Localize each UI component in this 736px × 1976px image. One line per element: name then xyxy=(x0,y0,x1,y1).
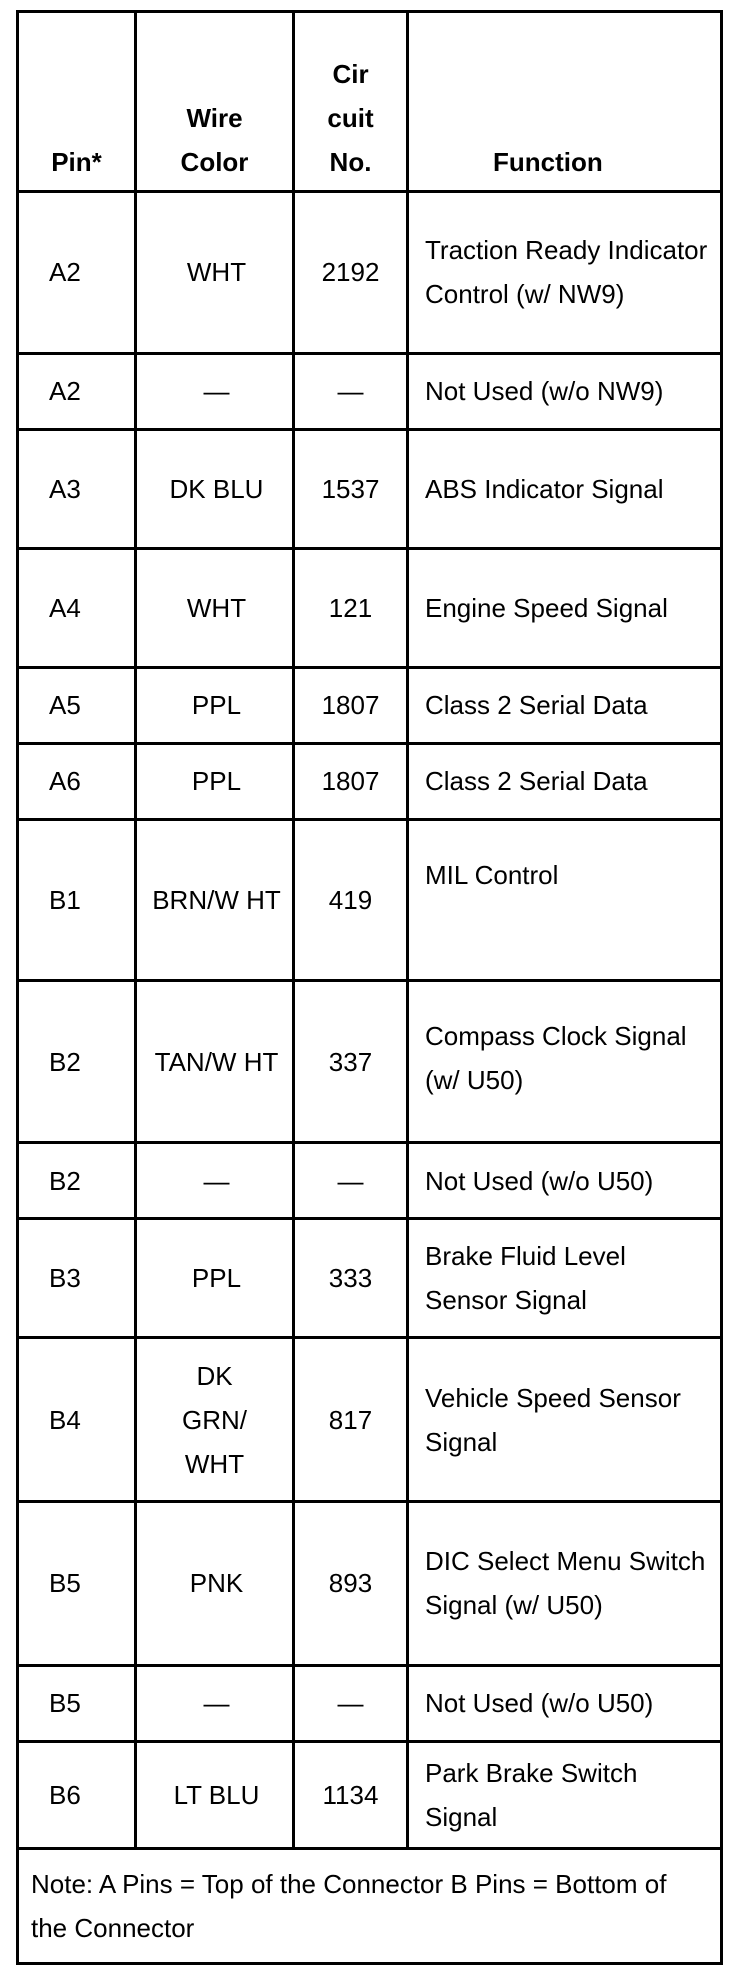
table-row xyxy=(18,1218,722,1337)
wire-color-cell: TAN/W HT xyxy=(136,981,294,1143)
circuit-cell: 893 xyxy=(294,1501,408,1665)
note-cell: Note: A Pins = Top of the Connector B Pins = Bottom of the Connector xyxy=(18,1848,722,1963)
table-row xyxy=(18,981,722,1143)
circuit-cell: 1807 xyxy=(294,668,408,744)
wire-color-cell: WHT xyxy=(136,192,294,354)
header-wire-color: Wire Color xyxy=(136,12,294,192)
connector-pinout-table xyxy=(16,10,723,1965)
table-row xyxy=(18,743,722,819)
pin-cell: B3 xyxy=(18,1218,136,1337)
function-cell: Not Used (w/o U50) xyxy=(408,1665,722,1741)
wire-color-cell: DK GRN/ WHT xyxy=(136,1338,294,1502)
wire-color-cell: WHT xyxy=(136,548,294,667)
circuit-cell: — xyxy=(294,353,408,429)
pin-cell: B1 xyxy=(18,819,136,981)
function-cell: MIL Control xyxy=(408,819,722,981)
wire-color-cell: PNK xyxy=(136,1501,294,1665)
function-cell: Traction Ready Indicator Control (w/ NW9) xyxy=(408,192,722,354)
note-row xyxy=(18,1848,722,1963)
header-pin: Pin* xyxy=(18,12,136,192)
circuit-cell: 2192 xyxy=(294,192,408,354)
pin-cell: B5 xyxy=(18,1501,136,1665)
pin-cell: B4 xyxy=(18,1338,136,1502)
pin-cell: A2 xyxy=(18,192,136,354)
pin-cell: A4 xyxy=(18,548,136,667)
pin-cell: B6 xyxy=(18,1741,136,1848)
pin-cell: A6 xyxy=(18,743,136,819)
circuit-cell: 419 xyxy=(294,819,408,981)
table-row xyxy=(18,1338,722,1502)
table-row xyxy=(18,819,722,981)
wire-color-cell: — xyxy=(136,1143,294,1219)
circuit-cell: 121 xyxy=(294,548,408,667)
table-row xyxy=(18,353,722,429)
function-cell: Brake Fluid Level Sensor Signal xyxy=(408,1218,722,1337)
circuit-cell: — xyxy=(294,1665,408,1741)
pin-cell: B2 xyxy=(18,1143,136,1219)
pin-cell: A5 xyxy=(18,668,136,744)
circuit-cell: 333 xyxy=(294,1218,408,1337)
table-row xyxy=(18,429,722,548)
function-cell: DIC Select Menu Switch Signal (w/ U50) xyxy=(408,1501,722,1665)
circuit-cell: 1134 xyxy=(294,1741,408,1848)
function-cell: Vehicle Speed Sensor Signal xyxy=(408,1338,722,1502)
wire-color-cell: DK BLU xyxy=(136,429,294,548)
header-circuit-no: Cir cuit No. xyxy=(294,12,408,192)
pin-cell: A3 xyxy=(18,429,136,548)
wire-color-cell: — xyxy=(136,353,294,429)
wire-color-cell: BRN/W HT xyxy=(136,819,294,981)
pin-cell: A2 xyxy=(18,353,136,429)
function-cell: ABS Indicator Signal xyxy=(408,429,722,548)
pin-cell: B5 xyxy=(18,1665,136,1741)
table-row xyxy=(18,1665,722,1741)
header-row xyxy=(18,12,722,192)
function-cell: Class 2 Serial Data xyxy=(408,668,722,744)
table-row xyxy=(18,1501,722,1665)
table-row xyxy=(18,548,722,667)
function-cell: Park Brake Switch Signal xyxy=(408,1741,722,1848)
function-cell: Not Used (w/o U50) xyxy=(408,1143,722,1219)
function-cell: Engine Speed Signal xyxy=(408,548,722,667)
wire-color-cell: PPL xyxy=(136,1218,294,1337)
function-cell: Class 2 Serial Data xyxy=(408,743,722,819)
header-function: Function xyxy=(408,12,722,192)
table-row xyxy=(18,192,722,354)
table-row xyxy=(18,1741,722,1848)
table-row xyxy=(18,668,722,744)
circuit-cell: 1807 xyxy=(294,743,408,819)
wire-color-cell: LT BLU xyxy=(136,1741,294,1848)
wire-color-cell: PPL xyxy=(136,743,294,819)
pin-cell: B2 xyxy=(18,981,136,1143)
circuit-cell: 817 xyxy=(294,1338,408,1502)
function-cell: Compass Clock Signal (w/ U50) xyxy=(408,981,722,1143)
circuit-cell: — xyxy=(294,1143,408,1219)
function-cell: Not Used (w/o NW9) xyxy=(408,353,722,429)
table-row xyxy=(18,1143,722,1219)
circuit-cell: 1537 xyxy=(294,429,408,548)
wire-color-cell: — xyxy=(136,1665,294,1741)
circuit-cell: 337 xyxy=(294,981,408,1143)
wire-color-cell: PPL xyxy=(136,668,294,744)
